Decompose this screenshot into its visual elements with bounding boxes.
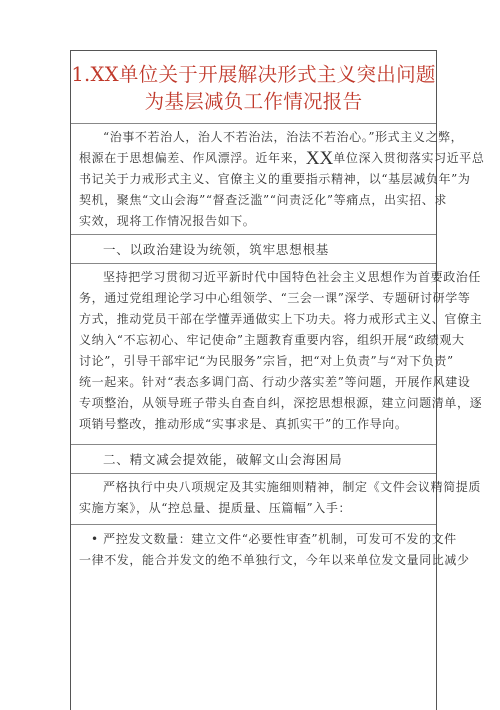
paragraph-line: 坚持把学习贯彻习近平新时代中国特色社会主义思想作为首要政治任 <box>103 270 482 284</box>
document-title <box>71 61 436 115</box>
paragraph-line: 项销号整改，推动形成“实事求是、真抓实干”的工作导向。 <box>79 417 408 431</box>
intro-line: 实效，现将工作情况报告如下。 <box>79 214 256 228</box>
paragraph-line: 方式，推动党员干部在学懂弄通做实上下功夫。将力戒形式主义、官僚主 <box>79 312 483 326</box>
paragraph-line: 统一起来。针对“表态多调门高、行动少落实差”等问题，开展作风建设 <box>79 375 471 389</box>
intro-text: 根源在于思想偏差、作风漂浮。近年来， <box>79 151 306 165</box>
paragraph-line: 务，通过党组理论学习中心组领学、“三会一课”深学、专题研讨研学等 <box>79 291 471 305</box>
paragraph-line: 专项整治，从领导班子带头自查自纠，深挖思想根源，建立问题清单，逐 <box>79 396 483 410</box>
unit-name-placeholder: XX <box>305 148 334 169</box>
divider <box>71 234 436 235</box>
paragraph-line: 实施方案》，从“控总量、提质量、压篇幅”入手： <box>79 501 352 515</box>
paragraph-line: 义纳入“不忘初心、牢记使命”主题教育重要内容，组织开展“政绩观大 <box>79 333 465 347</box>
intro-line: 契机，聚焦“文山会海”“督查泛滥”“问责泛化”等痛点，出实招、求 <box>79 193 448 207</box>
intro-line: “治事不若治人，治人不若治法，治法不若治心。”形式主义之弊， <box>103 130 464 144</box>
divider <box>71 123 436 124</box>
section-heading-1: 一、以政治建设为统领，筑牢思想根基 <box>103 242 330 257</box>
intro-paragraph <box>79 127 485 232</box>
divider <box>71 473 436 474</box>
section-1-paragraph <box>79 267 483 435</box>
paragraph-line: 严格执行中央八项规定及其实施细则精神，制定《文件会议精简提质 <box>103 480 482 494</box>
document-frame <box>70 50 485 710</box>
section-2-paragraph <box>79 477 482 519</box>
bullet-line: • 严控发文数量：建立文件“必要性审查”机制，可发可不发的文件 <box>91 532 457 546</box>
divider <box>71 444 436 445</box>
divider <box>71 263 436 264</box>
section-heading-2: 二、精文减会提效能，破解文山会海困局 <box>103 452 343 467</box>
intro-line <box>79 148 485 169</box>
bullet-line: 一律不发，能合并发文的绝不单独行文，今年以来单位发文量同比减少 <box>79 553 470 567</box>
intro-text: 单位深入贯彻落实习近平总 <box>333 151 485 165</box>
paragraph-line: 讨论”，引导干部牢记“为民服务”宗旨，把“对上负责”与“对下负责” <box>79 354 454 368</box>
bullet-paragraph <box>79 529 470 571</box>
title-line-2: 为基层减负工作情况报告 <box>144 90 363 113</box>
title-line-1: 1.XX单位关于开展解决形式主义突出问题 <box>71 63 436 86</box>
intro-line: 书记关于力戒形式主义、官僚主义的重要指示精神，以“基层减负年”为 <box>79 172 471 186</box>
divider <box>71 524 436 525</box>
